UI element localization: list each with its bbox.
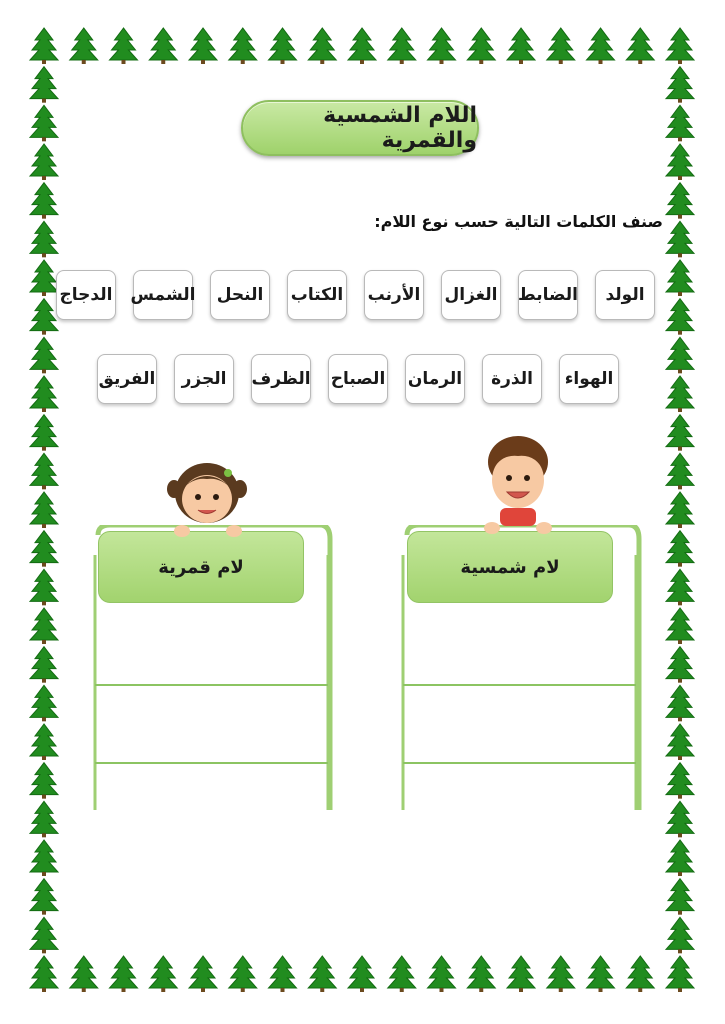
girl-character (160, 455, 255, 540)
tree-icon (308, 956, 336, 992)
tree-icon (666, 647, 694, 683)
tree-icon (30, 183, 58, 219)
instruction-text: صنف الكلمات التالية حسب نوع اللام: (374, 212, 663, 231)
word-card[interactable]: النحل (210, 270, 270, 320)
tree-icon (587, 28, 615, 64)
tree-icon (666, 531, 694, 567)
tree-icon (30, 956, 58, 992)
tree-icon (70, 956, 98, 992)
tree-icon (666, 28, 694, 64)
tree-icon (666, 492, 694, 528)
word-card[interactable]: الهواء (559, 354, 619, 404)
moon-lam-header: لام قمرية (98, 531, 304, 603)
tree-icon (666, 376, 694, 412)
word-card[interactable]: الجزر (174, 354, 234, 404)
tree-icon (30, 569, 58, 605)
tree-icon (666, 685, 694, 721)
tree-icon (30, 376, 58, 412)
tree-icon (30, 144, 58, 180)
boy-character (478, 432, 558, 540)
tree-icon (467, 28, 495, 64)
tree-icon (30, 763, 58, 799)
tree-icon (507, 956, 535, 992)
tree-icon (666, 105, 694, 141)
tree-icon (666, 917, 694, 953)
tree-icon (70, 28, 98, 64)
tree-icon (269, 28, 297, 64)
tree-icon (666, 415, 694, 451)
tree-icon (30, 531, 58, 567)
tree-icon (428, 28, 456, 64)
tree-icon (666, 608, 694, 644)
tree-icon (30, 879, 58, 915)
tree-icon (30, 453, 58, 489)
tree-icon (110, 28, 138, 64)
tree-icon (229, 28, 257, 64)
tree-icon (666, 453, 694, 489)
tree-icon (30, 608, 58, 644)
tree-icon (507, 28, 535, 64)
word-card[interactable]: الضابط (518, 270, 578, 320)
sun-lam-header: لام شمسية (407, 531, 613, 603)
tree-icon (626, 28, 654, 64)
tree-icon (30, 917, 58, 953)
tree-icon (666, 183, 694, 219)
tree-icon (666, 724, 694, 760)
tree-icon (587, 956, 615, 992)
word-card[interactable]: الفريق (97, 354, 157, 404)
word-card[interactable]: الصباح (328, 354, 388, 404)
tree-icon (308, 28, 336, 64)
tree-icon (30, 67, 58, 103)
tree-icon (666, 801, 694, 837)
tree-icon (30, 28, 58, 64)
tree-icon (348, 956, 376, 992)
tree-icon (666, 144, 694, 180)
tree-icon (30, 647, 58, 683)
tree-icon (428, 956, 456, 992)
word-bank-row-2 (97, 354, 619, 404)
word-card[interactable]: الغزال (441, 270, 501, 320)
tree-icon (30, 685, 58, 721)
word-card[interactable]: الدجاج (56, 270, 116, 320)
tree-icon (30, 415, 58, 451)
tree-icon (189, 956, 217, 992)
tree-icon (666, 299, 694, 335)
tree-icon (30, 105, 58, 141)
tree-icon (30, 801, 58, 837)
tree-icon (149, 28, 177, 64)
tree-icon (666, 569, 694, 605)
tree-icon (666, 67, 694, 103)
tree-icon (149, 956, 177, 992)
tree-icon (467, 956, 495, 992)
tree-icon (30, 299, 58, 335)
tree-icon (348, 28, 376, 64)
page-title: اللام الشمسية والقمرية (241, 100, 479, 156)
tree-icon (666, 840, 694, 876)
tree-icon (666, 337, 694, 373)
word-card[interactable]: الذرة (482, 354, 542, 404)
word-card[interactable]: الولد (595, 270, 655, 320)
word-card[interactable]: الشمس (133, 270, 193, 320)
tree-icon (30, 724, 58, 760)
tree-icon (189, 28, 217, 64)
tree-icon (666, 763, 694, 799)
word-card[interactable]: الرمان (405, 354, 465, 404)
tree-icon (30, 840, 58, 876)
tree-icon (666, 956, 694, 992)
tree-icon (30, 221, 58, 257)
tree-icon (110, 956, 138, 992)
tree-icon (388, 28, 416, 64)
tree-icon (666, 260, 694, 296)
tree-icon (30, 337, 58, 373)
tree-icon (30, 492, 58, 528)
tree-icon (547, 956, 575, 992)
word-card[interactable]: الظرف (251, 354, 311, 404)
tree-icon (547, 28, 575, 64)
tree-icon (30, 260, 58, 296)
tree-icon (666, 221, 694, 257)
tree-icon (626, 956, 654, 992)
word-card[interactable]: الأرنب (364, 270, 424, 320)
tree-icon (269, 956, 297, 992)
word-bank-row-1 (56, 270, 655, 320)
tree-icon (229, 956, 257, 992)
moon-lam-table (88, 525, 333, 815)
tree-icon (388, 956, 416, 992)
sun-lam-table (397, 525, 642, 815)
word-card[interactable]: الكتاب (287, 270, 347, 320)
tree-icon (666, 879, 694, 915)
